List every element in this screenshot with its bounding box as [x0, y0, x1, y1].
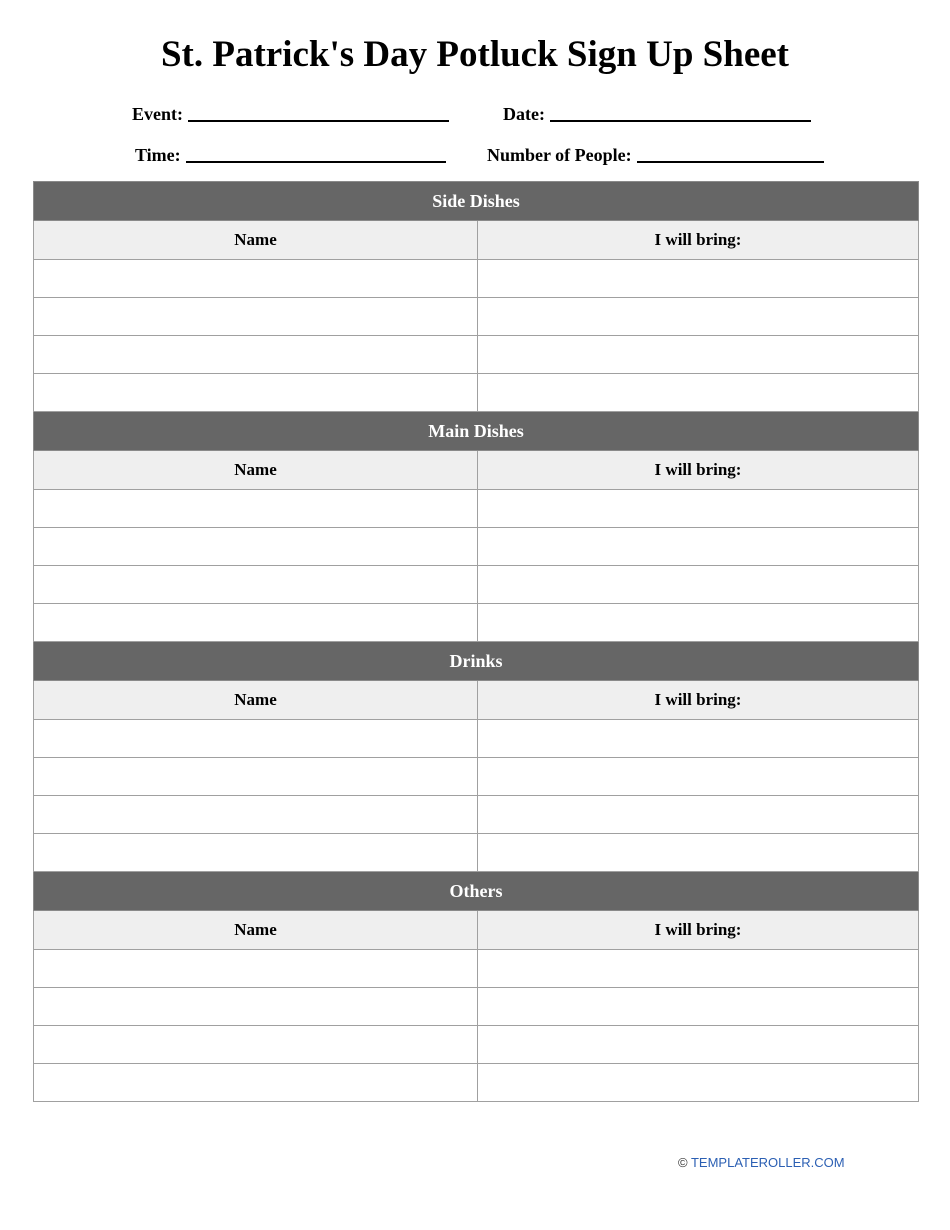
date-field: [503, 102, 811, 125]
table-row: [34, 260, 919, 298]
name-cell[interactable]: [34, 298, 478, 336]
name-cell[interactable]: [34, 988, 478, 1026]
name-cell[interactable]: [34, 834, 478, 872]
table-row: [34, 988, 919, 1026]
number-of-people-field: [487, 143, 824, 166]
event-field: [132, 102, 449, 125]
bring-cell[interactable]: [478, 490, 919, 528]
table-row: [34, 374, 919, 412]
table-row: [34, 490, 919, 528]
name-cell[interactable]: [34, 758, 478, 796]
name-cell[interactable]: [34, 1064, 478, 1102]
bring-cell[interactable]: [478, 796, 919, 834]
event-label: Event:: [132, 104, 183, 124]
table-row: [34, 834, 919, 872]
column-header-bring: I will bring:: [478, 681, 919, 720]
time-input-line[interactable]: [186, 145, 446, 163]
table-row: [34, 758, 919, 796]
name-cell[interactable]: [34, 950, 478, 988]
column-header-bring: I will bring:: [478, 221, 919, 260]
number-of-people-input-line[interactable]: [637, 145, 824, 163]
bring-cell[interactable]: [478, 950, 919, 988]
bring-cell[interactable]: [478, 260, 919, 298]
page-title: St. Patrick's Day Potluck Sign Up Sheet: [160, 34, 789, 75]
column-header-name: Name: [34, 911, 478, 950]
bring-cell[interactable]: [478, 758, 919, 796]
name-cell[interactable]: [34, 604, 478, 642]
bring-cell[interactable]: [478, 528, 919, 566]
bring-cell[interactable]: [478, 336, 919, 374]
name-cell[interactable]: [34, 720, 478, 758]
bring-cell[interactable]: [478, 834, 919, 872]
section-header-side-dishes: Side Dishes: [34, 182, 919, 221]
bring-cell[interactable]: [478, 1026, 919, 1064]
name-cell[interactable]: [34, 566, 478, 604]
name-cell[interactable]: [34, 1026, 478, 1064]
table-row: [34, 336, 919, 374]
table-row: [34, 604, 919, 642]
table-row: [34, 298, 919, 336]
templateroller-link[interactable]: TEMPLATEROLLER.COM: [690, 1155, 845, 1170]
table-row: [34, 566, 919, 604]
event-input-line[interactable]: [188, 104, 449, 122]
table-row: [34, 1026, 919, 1064]
bring-cell[interactable]: [478, 720, 919, 758]
section-header-others: Others: [34, 872, 919, 911]
column-header-name: Name: [34, 221, 478, 260]
footer: [678, 1155, 845, 1171]
bring-cell[interactable]: [478, 1064, 919, 1102]
bring-cell[interactable]: [478, 298, 919, 336]
time-field: [135, 143, 446, 166]
bring-cell[interactable]: [478, 566, 919, 604]
section-header-main-dishes: Main Dishes: [34, 412, 919, 451]
bring-cell[interactable]: [478, 604, 919, 642]
name-cell[interactable]: [34, 528, 478, 566]
copyright-symbol: ©: [678, 1155, 688, 1170]
signup-table: [33, 181, 919, 1102]
number-of-people-label: Number of People:: [487, 145, 632, 165]
bring-cell[interactable]: [478, 374, 919, 412]
date-input-line[interactable]: [550, 104, 811, 122]
table-row: [34, 796, 919, 834]
date-label: Date:: [503, 104, 545, 124]
section-header-drinks: Drinks: [34, 642, 919, 681]
name-cell[interactable]: [34, 796, 478, 834]
name-cell[interactable]: [34, 260, 478, 298]
column-header-bring: I will bring:: [478, 451, 919, 490]
name-cell[interactable]: [34, 374, 478, 412]
table-row: [34, 1064, 919, 1102]
table-row: [34, 528, 919, 566]
time-label: Time:: [135, 145, 181, 165]
column-header-name: Name: [34, 451, 478, 490]
column-header-bring: I will bring:: [478, 911, 919, 950]
column-header-name: Name: [34, 681, 478, 720]
bring-cell[interactable]: [478, 988, 919, 1026]
table-row: [34, 950, 919, 988]
name-cell[interactable]: [34, 490, 478, 528]
table-row: [34, 720, 919, 758]
name-cell[interactable]: [34, 336, 478, 374]
